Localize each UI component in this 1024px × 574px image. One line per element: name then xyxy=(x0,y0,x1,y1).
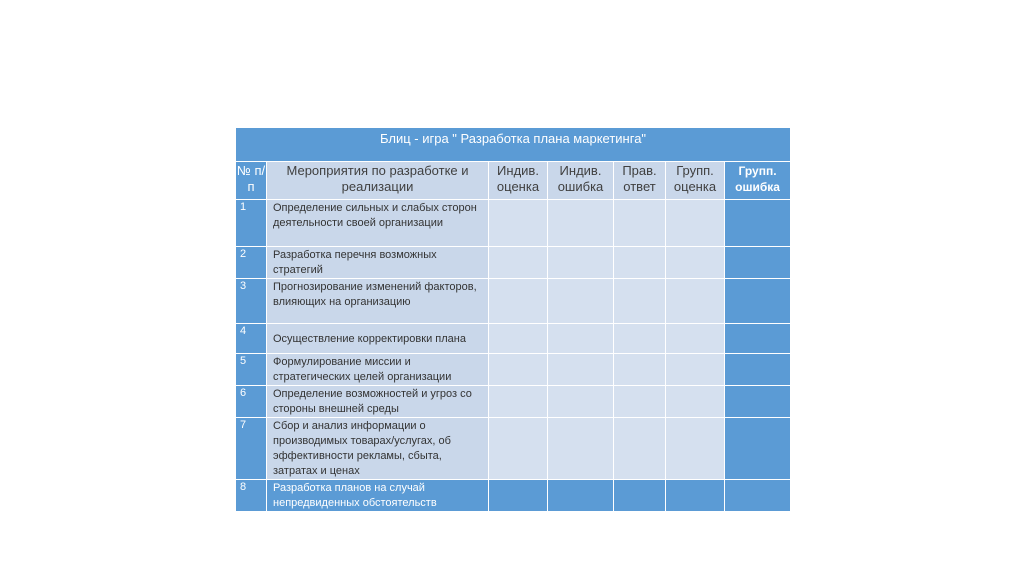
group-error-cell[interactable] xyxy=(725,386,791,418)
indiv-score-cell[interactable] xyxy=(489,200,548,247)
blitz-game-table xyxy=(235,127,791,512)
indiv-error-cell[interactable] xyxy=(548,418,614,480)
indiv-error-cell[interactable] xyxy=(548,279,614,324)
row-activity: Формулирование миссии и стратегических целей организации xyxy=(267,354,489,386)
row-num: 6 xyxy=(236,386,267,418)
row-num: 2 xyxy=(236,247,267,279)
group-score-cell[interactable] xyxy=(666,200,725,247)
indiv-score-cell[interactable] xyxy=(489,324,548,354)
table-row xyxy=(236,247,791,279)
group-error-cell[interactable] xyxy=(725,480,791,512)
indiv-error-cell[interactable] xyxy=(548,247,614,279)
header-correct-answer: Прав. ответ xyxy=(614,162,666,200)
row-num: 8 xyxy=(236,480,267,512)
indiv-score-cell[interactable] xyxy=(489,279,548,324)
row-num: 3 xyxy=(236,279,267,324)
group-score-cell[interactable] xyxy=(666,386,725,418)
header-row xyxy=(236,162,791,200)
indiv-score-cell[interactable] xyxy=(489,418,548,480)
indiv-score-cell[interactable] xyxy=(489,386,548,418)
table-row xyxy=(236,386,791,418)
correct-answer-cell[interactable] xyxy=(614,418,666,480)
group-score-cell[interactable] xyxy=(666,480,725,512)
table-row xyxy=(236,418,791,480)
indiv-error-cell[interactable] xyxy=(548,386,614,418)
indiv-score-cell[interactable] xyxy=(489,354,548,386)
row-activity: Сбор и анализ информации о производимых товарах/услугах, об эффективности рекламы, сбыта, затратах и ценах xyxy=(267,418,489,480)
row-activity: Определение возможностей и угроз со стороны внешней среды xyxy=(267,386,489,418)
table-row xyxy=(236,480,791,512)
group-error-cell[interactable] xyxy=(725,200,791,247)
row-activity: Осуществление корректировки плана xyxy=(267,324,489,354)
correct-answer-cell[interactable] xyxy=(614,279,666,324)
indiv-error-cell[interactable] xyxy=(548,354,614,386)
indiv-error-cell[interactable] xyxy=(548,200,614,247)
correct-answer-cell[interactable] xyxy=(614,386,666,418)
indiv-error-cell[interactable] xyxy=(548,324,614,354)
correct-answer-cell[interactable] xyxy=(614,247,666,279)
header-activity: Мероприятия по разработке и реализации xyxy=(267,162,489,200)
group-error-cell[interactable] xyxy=(725,324,791,354)
row-activity: Разработка планов на случай непредвиденных обстоятельств xyxy=(267,480,489,512)
header-indiv-score: Индив. оценка xyxy=(489,162,548,200)
correct-answer-cell[interactable] xyxy=(614,354,666,386)
header-group-error: Групп. ошибка xyxy=(725,162,791,200)
header-group-score: Групп. оценка xyxy=(666,162,725,200)
table-title: Блиц - игра " Разработка плана маркетинга" xyxy=(236,128,791,162)
correct-answer-cell[interactable] xyxy=(614,200,666,247)
row-num: 1 xyxy=(236,200,267,247)
row-num: 4 xyxy=(236,324,267,354)
row-num: 5 xyxy=(236,354,267,386)
indiv-score-cell[interactable] xyxy=(489,247,548,279)
group-score-cell[interactable] xyxy=(666,247,725,279)
row-activity: Разработка перечня возможных стратегий xyxy=(267,247,489,279)
indiv-score-cell[interactable] xyxy=(489,480,548,512)
header-indiv-error: Индив. ошибка xyxy=(548,162,614,200)
group-error-cell[interactable] xyxy=(725,354,791,386)
correct-answer-cell[interactable] xyxy=(614,480,666,512)
row-num: 7 xyxy=(236,418,267,480)
group-error-cell[interactable] xyxy=(725,418,791,480)
row-activity: Прогнозирование изменений факторов, влияющих на организацию xyxy=(267,279,489,324)
table-row xyxy=(236,324,791,354)
table-row xyxy=(236,200,791,247)
group-error-cell[interactable] xyxy=(725,247,791,279)
group-error-cell[interactable] xyxy=(725,279,791,324)
marketing-plan-table xyxy=(235,127,790,512)
group-score-cell[interactable] xyxy=(666,324,725,354)
indiv-error-cell[interactable] xyxy=(548,480,614,512)
table-row xyxy=(236,354,791,386)
correct-answer-cell[interactable] xyxy=(614,324,666,354)
row-activity: Определение сильных и слабых сторон деятельности своей организации xyxy=(267,200,489,247)
header-num: № п/п xyxy=(236,162,267,200)
table-row xyxy=(236,279,791,324)
group-score-cell[interactable] xyxy=(666,418,725,480)
group-score-cell[interactable] xyxy=(666,354,725,386)
group-score-cell[interactable] xyxy=(666,279,725,324)
